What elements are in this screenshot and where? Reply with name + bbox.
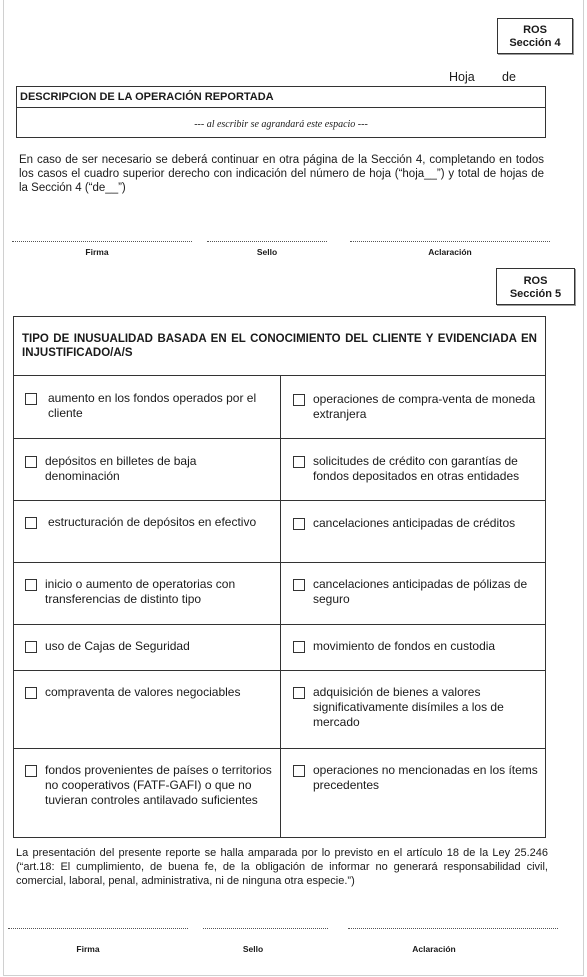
option-label: depósitos en billetes de baja denominación <box>45 454 197 483</box>
option-label: compraventa de valores negociables <box>45 685 241 699</box>
de-label: de <box>502 70 516 84</box>
option-label: estructuración de depósitos en efectivo <box>48 515 257 529</box>
signature-label-firma: Firma <box>85 247 109 257</box>
ros-section-5-box <box>496 268 575 305</box>
row-divider <box>14 438 545 439</box>
option-label: aumento en los fondos operados por el cliente <box>48 391 257 420</box>
signature-label-sello: Sello <box>242 944 264 954</box>
section-label: Sección 4 <box>509 37 561 49</box>
option-label: operaciones no mencionadas en los ítems precedentes <box>313 763 538 792</box>
signature-label-firma: Firma <box>76 944 100 954</box>
option-label: adquisición de bienes a valores significativamente disímiles a los de mercado <box>313 685 504 729</box>
option-label: movimiento de fondos en custodia <box>313 639 496 653</box>
operation-description-hint: --- al escribir se agrandará este espacio --- <box>194 119 368 130</box>
signature-line-aclaracion <box>348 928 558 929</box>
checkbox[interactable] <box>293 641 305 653</box>
signature-line-firma <box>8 928 188 929</box>
checkbox[interactable] <box>25 641 37 653</box>
signature-line-sello <box>203 928 328 929</box>
ros-label: ROS <box>523 275 548 287</box>
checkbox[interactable] <box>293 518 305 530</box>
option-label: operaciones de compra-venta de moneda extranjera <box>313 392 536 421</box>
operation-description-box <box>16 86 546 138</box>
checkbox[interactable] <box>293 456 305 468</box>
checkbox[interactable] <box>293 765 305 777</box>
unusual-activity-table <box>13 316 546 838</box>
checkbox[interactable] <box>25 765 37 777</box>
checkbox[interactable] <box>25 517 37 529</box>
option-label: uso de Cajas de Seguridad <box>45 639 190 653</box>
option-label: solicitudes de crédito con garantías de fondos depositados en otras entidades <box>313 454 520 483</box>
operation-description-title: DESCRIPCION DE LA OPERACIÓN REPORTADA <box>17 87 545 108</box>
legal-notice: La presentación del presente reporte se halla amparada por lo previsto en el artículo 18 de la Ley 25.246 (“art.18: El cumplimiento, de buena fe, de la obligación de informar no generará responsabilidad civil, comercial, laboral, penal, administrativa, ni de ninguna otra especie.”) <box>16 847 548 887</box>
checkbox[interactable] <box>25 687 37 699</box>
option-label: fondos provenientes de países o territorios no cooperativos (FATF-GAFI) o que no tuvieran controles antilavado suficientes <box>45 763 272 807</box>
row-divider <box>14 624 545 625</box>
ros-label: ROS <box>523 24 547 36</box>
column-divider <box>280 376 281 838</box>
signature-label-sello: Sello <box>256 247 278 257</box>
checkbox[interactable] <box>25 579 37 591</box>
section-label: Sección 5 <box>509 288 562 300</box>
option-label: cancelaciones anticipadas de pólizas de seguro <box>313 577 528 606</box>
checkbox[interactable] <box>293 687 305 699</box>
row-divider <box>14 670 545 671</box>
ros-section-4-box <box>497 18 573 54</box>
row-divider <box>14 562 545 563</box>
option-label: inicio o aumento de operatorias con transferencias de distinto tipo <box>45 577 236 606</box>
continuation-instruction: En caso de ser necesario se deberá continuar en otra página de la Sección 4, completando en todos los casos el cuadro superior derecho con indicación del número de hoja (“hoja__”) y total de hojas de la Sección 4 (“de__”) <box>19 154 544 194</box>
row-divider <box>14 500 545 501</box>
signature-label-aclaracion: Aclaración <box>428 247 472 257</box>
checkbox[interactable] <box>25 456 37 468</box>
checkbox[interactable] <box>25 393 37 405</box>
signature-line-firma <box>12 241 192 242</box>
row-divider <box>14 748 545 749</box>
signature-line-aclaracion <box>350 241 550 242</box>
table-heading: TIPO DE INUSUALIDAD BASADA EN EL CONOCIMIENTO DEL CLIENTE Y EVIDENCIADA EN INJUSTIFICADO/A/S <box>14 317 545 376</box>
option-label: cancelaciones anticipadas de créditos <box>313 516 516 530</box>
checkbox[interactable] <box>293 394 305 406</box>
signature-label-aclaracion: Aclaración <box>412 944 456 954</box>
hoja-label: Hoja <box>449 70 475 84</box>
checkbox[interactable] <box>293 579 305 591</box>
signature-line-sello <box>207 241 327 242</box>
